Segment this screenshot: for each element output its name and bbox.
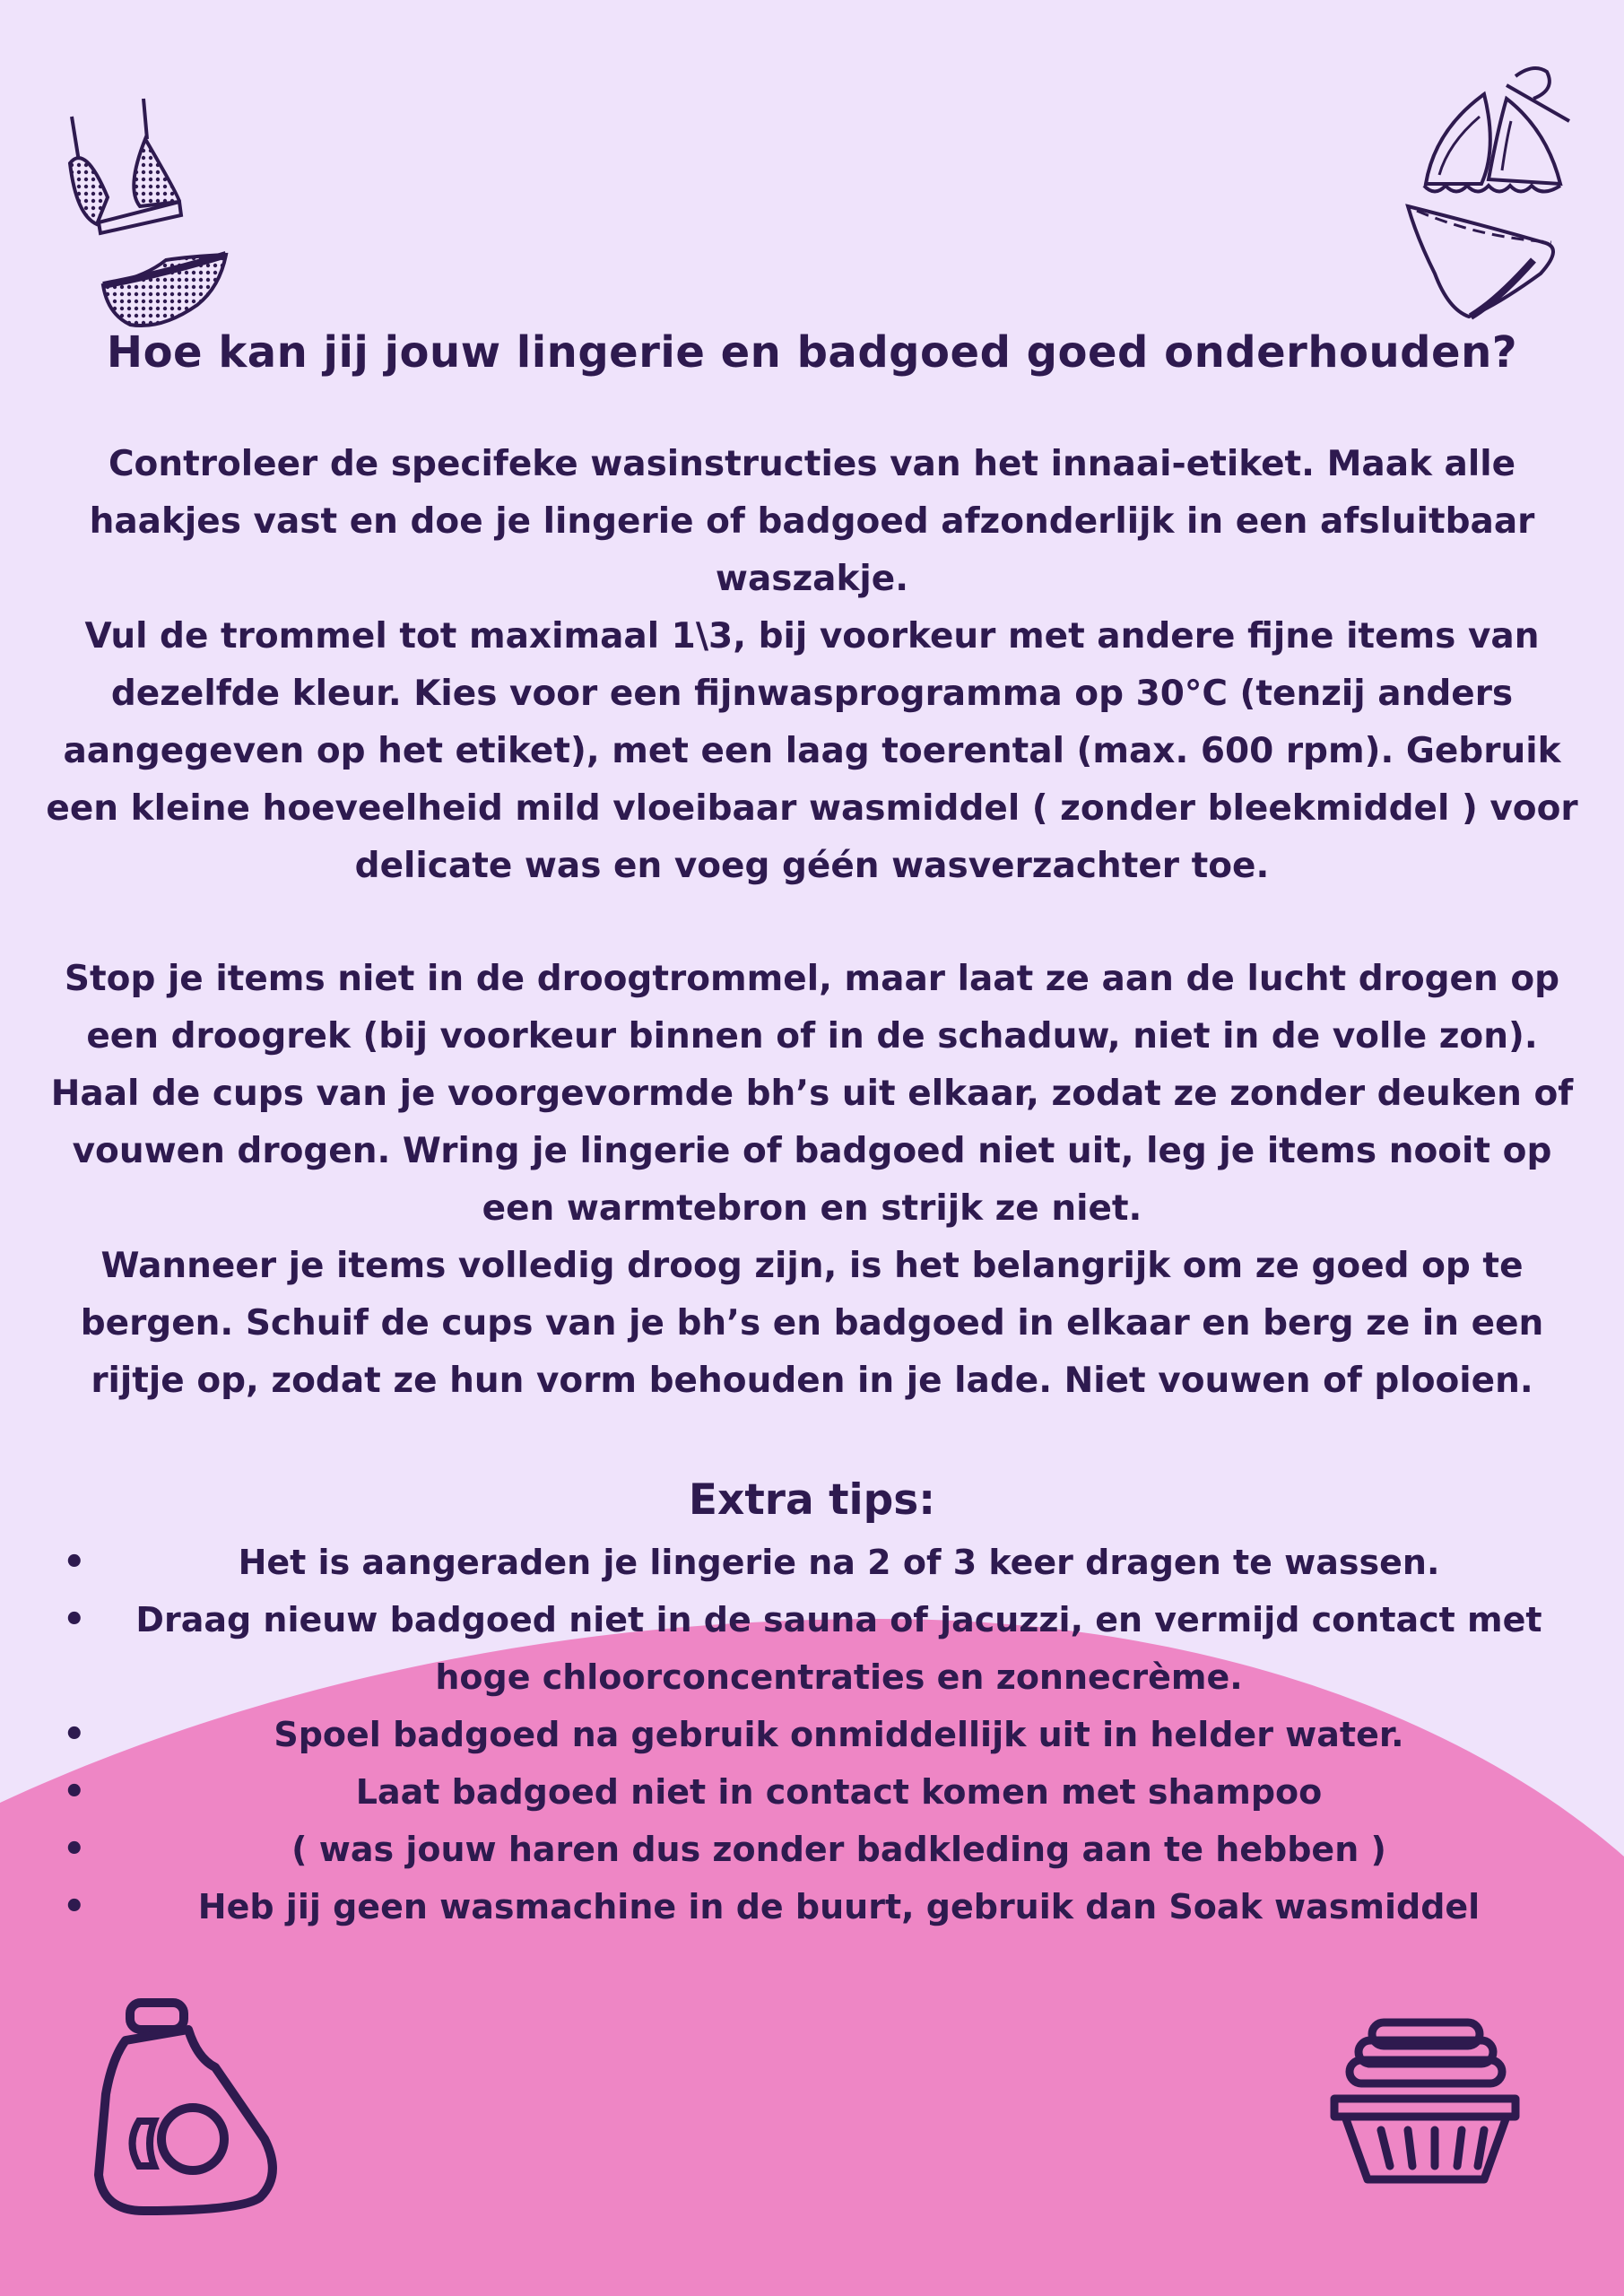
list-item: • Laat badgoed niet in contact komen met shampoo xyxy=(45,1763,1579,1821)
lace-lingerie-set-icon xyxy=(54,90,233,350)
bullet-icon: • xyxy=(63,1886,86,1927)
list-item: • ( was jouw haren dus zonder badkleding aan te hebben ) xyxy=(45,1821,1579,1878)
paragraph-wash-program: Vul de trommel tot maximaal 1\3, bij voorkeur met andere fijne items van dezelfde kleur. Kies voor een fijnwasprogramma op 30°C (tenzij anders aangegeven op het etiket), met een laag toerental (max. 600 rpm). Gebruik een kleine hoeveelheid mild vloeibaar wasmiddel ( zonder bleekmiddel ) voor delicate was en voeg géén wasverzachter toe. xyxy=(46,616,1578,886)
paragraph-drying: Stop je items niet in de droogtrommel, maar laat ze aan de lucht drogen op een droogrek (bij voorkeur binnen of in de schaduw, niet in de volle zon). Haal de cups van je voorgevormde bh’s uit elkaar, zodat ze zonder deuken of vouwen drogen. Wring je lingerie of badgoed niet uit, leg je items nooit op een warmtebron en strijk ze niet. xyxy=(50,959,1574,1229)
laundry-basket-icon xyxy=(1327,2013,1524,2193)
paragraph-storage: Wanneer je items volledig droog zijn, is het belangrijk om ze goed op te bergen. Schuif de cups van je bh’s en badgoed in elkaar en berg ze in een rijtje op, zodat ze hun vorm behouden in je lade. Niet vouwen of plooien. xyxy=(80,1246,1544,1401)
bullet-icon: • xyxy=(63,1714,86,1755)
list-item: • Spoel badgoed na gebruik onmiddellijk uit in helder water. xyxy=(45,1706,1579,1763)
bullet-icon: • xyxy=(63,1542,86,1583)
list-item: • Het is aangeraden je lingerie na 2 of 3 keer dragen te wassen. xyxy=(45,1534,1579,1591)
detergent-bottle-icon xyxy=(90,1996,287,2229)
list-item: • Heb jij geen wasmachine in de buurt, gebruik dan Soak wasmiddel xyxy=(45,1878,1579,1935)
paragraph-wash-prep: Controleer de specifeke wasinstructies van het innaai-etiket. Maak alle haakjes vast en doe je lingerie of badgoed afzonderlijk in een afsluitbaar waszakje. xyxy=(89,444,1535,599)
extra-tips-list xyxy=(45,1534,1579,1935)
bullet-icon: • xyxy=(63,1599,86,1640)
page-title: Hoe kan jij jouw lingerie en badgoed goed onderhouden? xyxy=(106,327,1518,378)
extra-tips-heading: Extra tips: xyxy=(688,1475,936,1525)
bullet-icon: • xyxy=(63,1771,86,1813)
bullet-icon: • xyxy=(63,1829,86,1870)
bikini-icon xyxy=(1399,58,1578,327)
main-content xyxy=(45,323,1579,1935)
list-item: • Draag nieuw badgoed niet in de sauna of jacuzzi, en vermijd contact met hoge chloorconcentraties en zonnecrème. xyxy=(45,1591,1579,1706)
